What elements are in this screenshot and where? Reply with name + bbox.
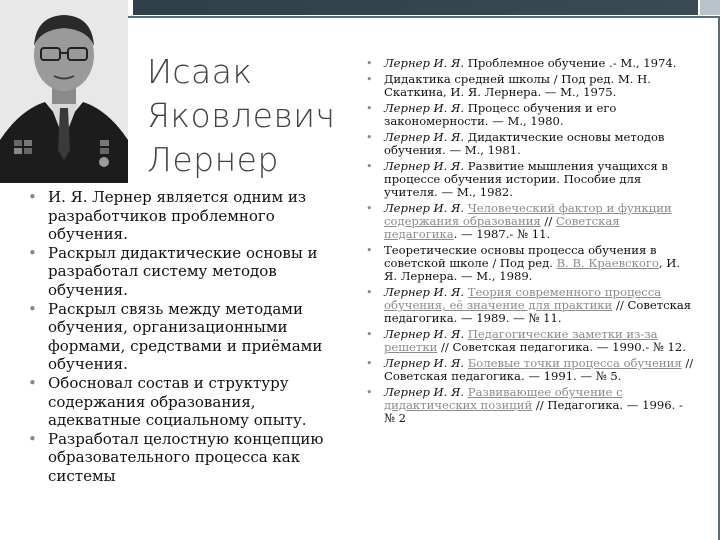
reference-author: Лернер И. Я. — [384, 327, 465, 341]
reference-text: // Советская педагогика. — 1989. — № 11. — [384, 298, 692, 325]
reference-author: Лернер И. Я. — [384, 56, 465, 70]
header-corner-block — [700, 0, 720, 15]
reference-item — [366, 202, 696, 241]
reference-link-human-factor[interactable]: Человеческий фактор и функции содержания образования — [384, 201, 672, 228]
portrait-photo — [0, 0, 128, 183]
reference-link-modern-theory[interactable]: Теория современного процесса обучения, её значение для практики — [384, 285, 662, 312]
references-list — [366, 57, 696, 428]
reference-text: . — 1987.- № 11. — [453, 227, 551, 241]
reference-author: Лернер И. Я. — [384, 285, 465, 299]
list-item: • Раскрыл связь между методами обучения, организационными формами, средствами и приёмами обучения. — [28, 300, 338, 374]
reference-item — [366, 160, 696, 199]
reference-item — [366, 328, 696, 354]
reference-text: Дидактические основы методов обучения. — М., 1981. — [384, 130, 665, 157]
reference-author: Лернер И. Я. — [384, 159, 465, 173]
list-item: • Раскрыл дидактические основы и разработал систему методов обучения. — [28, 244, 338, 300]
reference-item — [366, 357, 696, 383]
reference-item — [366, 131, 696, 157]
reference-link-developmental[interactable]: Развивающее обучение с дидактических позиций — [384, 385, 623, 412]
reference-text: // Советская педагогика. — 1990.- № 12. — [437, 340, 686, 354]
title-line-first-name: Исаак — [147, 52, 253, 91]
reference-text: Теоретические основы процесса обучения в советской школе / Под ред. — [384, 243, 657, 270]
reference-author: Лернер И. Я. — [384, 101, 465, 115]
reference-item — [366, 73, 696, 99]
title-line-patronymic: Яковлевич — [147, 96, 336, 135]
reference-link-soviet-pedagogy[interactable]: Советская педагогика — [384, 214, 620, 241]
reference-link-kraevsky[interactable]: В. В. Краевского — [556, 256, 659, 270]
contributions-list — [28, 188, 338, 486]
reference-author: Лернер И. Я. — [384, 201, 465, 215]
reference-item — [366, 102, 696, 128]
header-underline — [128, 16, 720, 18]
reference-text: // Педагогика. — 1996. - № 2 — [384, 398, 683, 425]
reference-item — [366, 286, 696, 325]
reference-link-notes[interactable]: Педагогические заметки из-за решетки — [384, 327, 658, 354]
reference-text: // Советская педагогика. — 1991. — № 5. — [384, 356, 694, 383]
reference-author: Лернер И. Я. — [384, 385, 465, 399]
header-accent-bar — [133, 0, 699, 15]
reference-text: , И. Я. Лернера. — М., 1989. — [384, 256, 681, 283]
reference-item — [366, 244, 696, 283]
reference-text: // — [540, 214, 556, 228]
reference-text: Процесс обучения и его закономерности. — М., 1980. — [384, 101, 617, 128]
title-line-surname: Лернер — [147, 140, 279, 179]
page-title — [147, 50, 347, 182]
list-item: • Разработал целостную концепцию образовательного процесса как системы — [28, 430, 338, 486]
reference-text: Развитие мышления учащихся в процессе обучения истории. Пособие для учителя. — М., 1982. — [384, 159, 668, 199]
reference-text: Дидактика средней школы / Под ред. М. Н. Скаткина, И. Я. Лернера. — М., 1975. — [384, 72, 651, 99]
reference-item — [366, 386, 696, 425]
reference-item — [366, 57, 696, 70]
list-item: • Обосновал состав и структуру содержания образования, адекватные социальному опыту. — [28, 374, 338, 430]
reference-text: Проблемное обучение .- М., 1974. — [464, 56, 677, 70]
reference-link-pain-points[interactable]: Болевые точки процесса обучения — [467, 356, 682, 370]
reference-author: Лернер И. Я. — [384, 356, 465, 370]
reference-author: Лернер И. Я. — [384, 130, 465, 144]
list-item: • И. Я. Лернер является одним из разработчиков проблемного обучения. — [28, 188, 338, 244]
header-divider — [698, 0, 700, 17]
